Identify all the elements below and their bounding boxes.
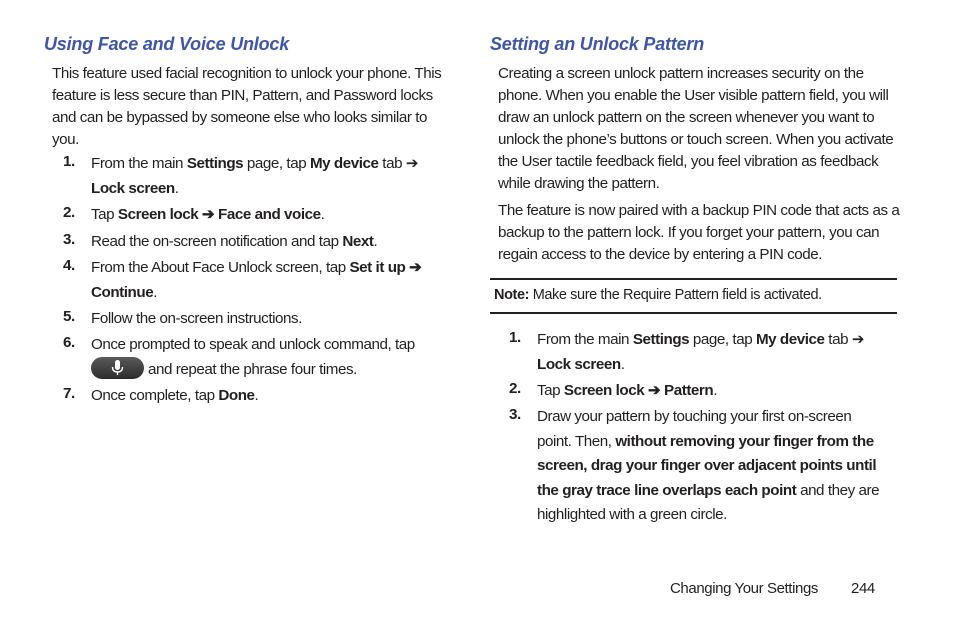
step-text: From the main Settings page, tap My device tab ➔ Lock screen. <box>91 155 419 197</box>
step-number: 4. <box>63 257 75 274</box>
note-top-divider <box>490 278 897 280</box>
note-box <box>494 285 822 305</box>
microphone-icon <box>111 360 124 376</box>
step-text: Draw your pattern by touching your first on-screen point. Then, without removing your finger from the screen, drag your finger over adjacent points until the gray trace line overlaps each point and they are highlighted with a green circle. <box>537 408 880 523</box>
step-number: 7. <box>63 385 75 402</box>
step-number: 1. <box>63 153 75 170</box>
step-text: Read the on-screen notification and tap Next. <box>91 233 378 250</box>
page-number: 244 <box>851 580 875 597</box>
step-number: 6. <box>63 334 75 351</box>
step-number: 2. <box>509 380 521 397</box>
step-number: 3. <box>63 231 75 248</box>
step-text: Tap Screen lock ➔ Face and voice. <box>91 206 325 223</box>
section-heading-unlock-pattern: Setting an Unlock Pattern <box>490 34 705 54</box>
step-number: 5. <box>63 308 75 325</box>
footer-section-title: Changing Your Settings <box>670 580 818 597</box>
note-text: Make sure the Require Pattern field is activated. <box>529 287 822 303</box>
step-text: Once prompted to speak and unlock command, tap and repeat the phrase four times. <box>91 336 415 378</box>
note-label: Note: <box>494 287 530 303</box>
section-heading-face-voice: Using Face and Voice Unlock <box>44 34 290 54</box>
face-voice-intro: This feature used facial recognition to unlock your phone. This feature is less secure than PIN, Pattern, and Password locks and can be bypassed by someone else who looks similar to you. <box>52 65 442 148</box>
step-text: Once complete, tap Done. <box>91 387 259 404</box>
step-text: Tap Screen lock ➔ Pattern. <box>537 382 717 399</box>
step-text: Follow the on-screen instructions. <box>91 310 302 327</box>
note-bottom-divider <box>490 312 897 314</box>
step-text: From the About Face Unlock screen, tap Set it up ➔ Continue. <box>91 259 422 301</box>
unlock-pattern-para-1: Creating a screen unlock pattern increases security on the phone. When you enable the User visible pattern field, you will draw an unlock pattern on the screen whenever you want to unlock the phone’s buttons or touch screen. When you activate the User tactile feedback field, you feel vibration as feedback while drawing the pattern. <box>498 65 894 192</box>
voice-command-button <box>91 357 144 379</box>
step-number: 2. <box>63 204 75 221</box>
unlock-pattern-para-2: The feature is now paired with a backup PIN code that acts as a backup to the pattern lock. If you forget your pattern, you can regain access to the device by entering a PIN code. <box>498 202 900 263</box>
step-text: From the main Settings page, tap My device tab ➔ Lock screen. <box>537 331 865 373</box>
step-number: 3. <box>509 406 521 423</box>
step-number: 1. <box>509 329 521 346</box>
